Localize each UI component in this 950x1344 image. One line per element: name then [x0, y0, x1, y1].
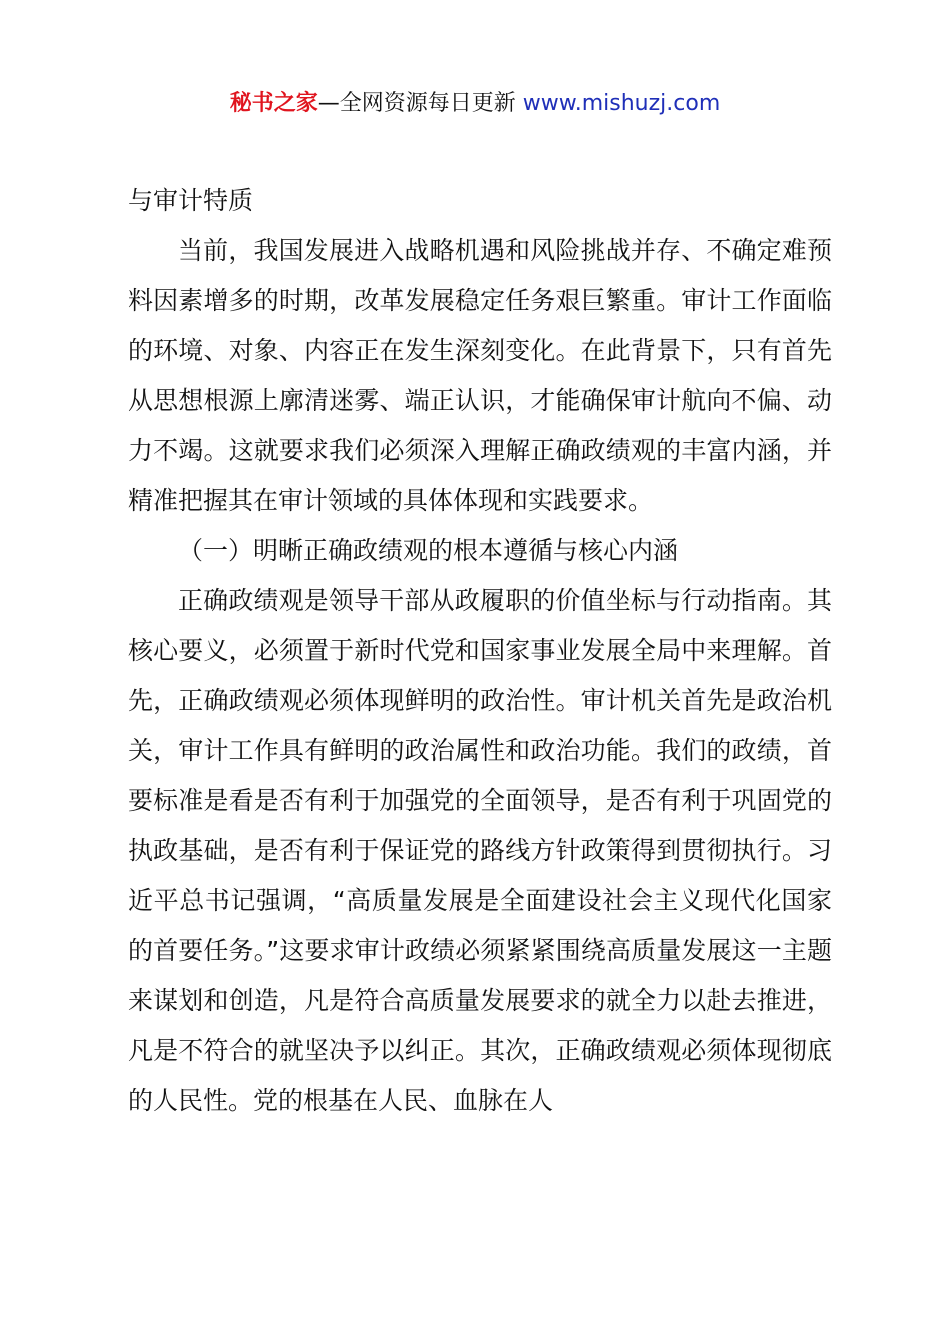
brand-name: 秘书之家 — [229, 91, 318, 116]
banner-tagline: —全网资源每日更新 — [317, 91, 523, 116]
paragraph-core-meaning: 正确政绩观是领导干部从政履职的价值坐标与行动指南。其核心要义，必须置于新时代党和国家事业发展全局中来理解。首先，正确政绩观必须体现鲜明的政治性。审计机关首先是政治机关，审计工作具有鲜明的政治属性和政治功能。我们的政绩，首要标准是看是否有利于加强党的全面领导，是否有利于巩固党的执政基础，是否有利于保证党的路线方针政策得到贯彻执行。习近平总书记强调，“高质量发展是全面建设社会主义现代化国家的首要任务。”这要求审计政绩必须紧紧围绕高质量发展这一主题来谋划和创造，凡是符合高质量发展要求的就全力以赴去推进，凡是不符合的就坚决予以纠正。其次，正确政绩观必须体现彻底的人民性。党的根基在人民、血脉在人 — [128, 586, 832, 1115]
document-body — [128, 176, 832, 1126]
paragraph-continuation: 与审计特质 — [128, 186, 254, 215]
section-heading: （一）明晰正确政绩观的根本遵循与核心内涵 — [178, 536, 679, 565]
site-url-link[interactable]: www.mishuzj.com — [522, 91, 721, 116]
site-banner — [0, 86, 950, 122]
paragraph-context: 当前，我国发展进入战略机遇和风险挑战并存、不确定难预料因素增多的时期，改革发展稳定任务艰巨繁重。审计工作面临的环境、对象、内容正在发生深刻变化。在此背景下，只有首先从思想根源上廓清迷雾、端正认识，才能确保审计航向不偏、动力不竭。这就要求我们必须深入理解正确政绩观的丰富内涵，并精准把握其在审计领域的具体体现和实践要求。 — [128, 236, 832, 515]
